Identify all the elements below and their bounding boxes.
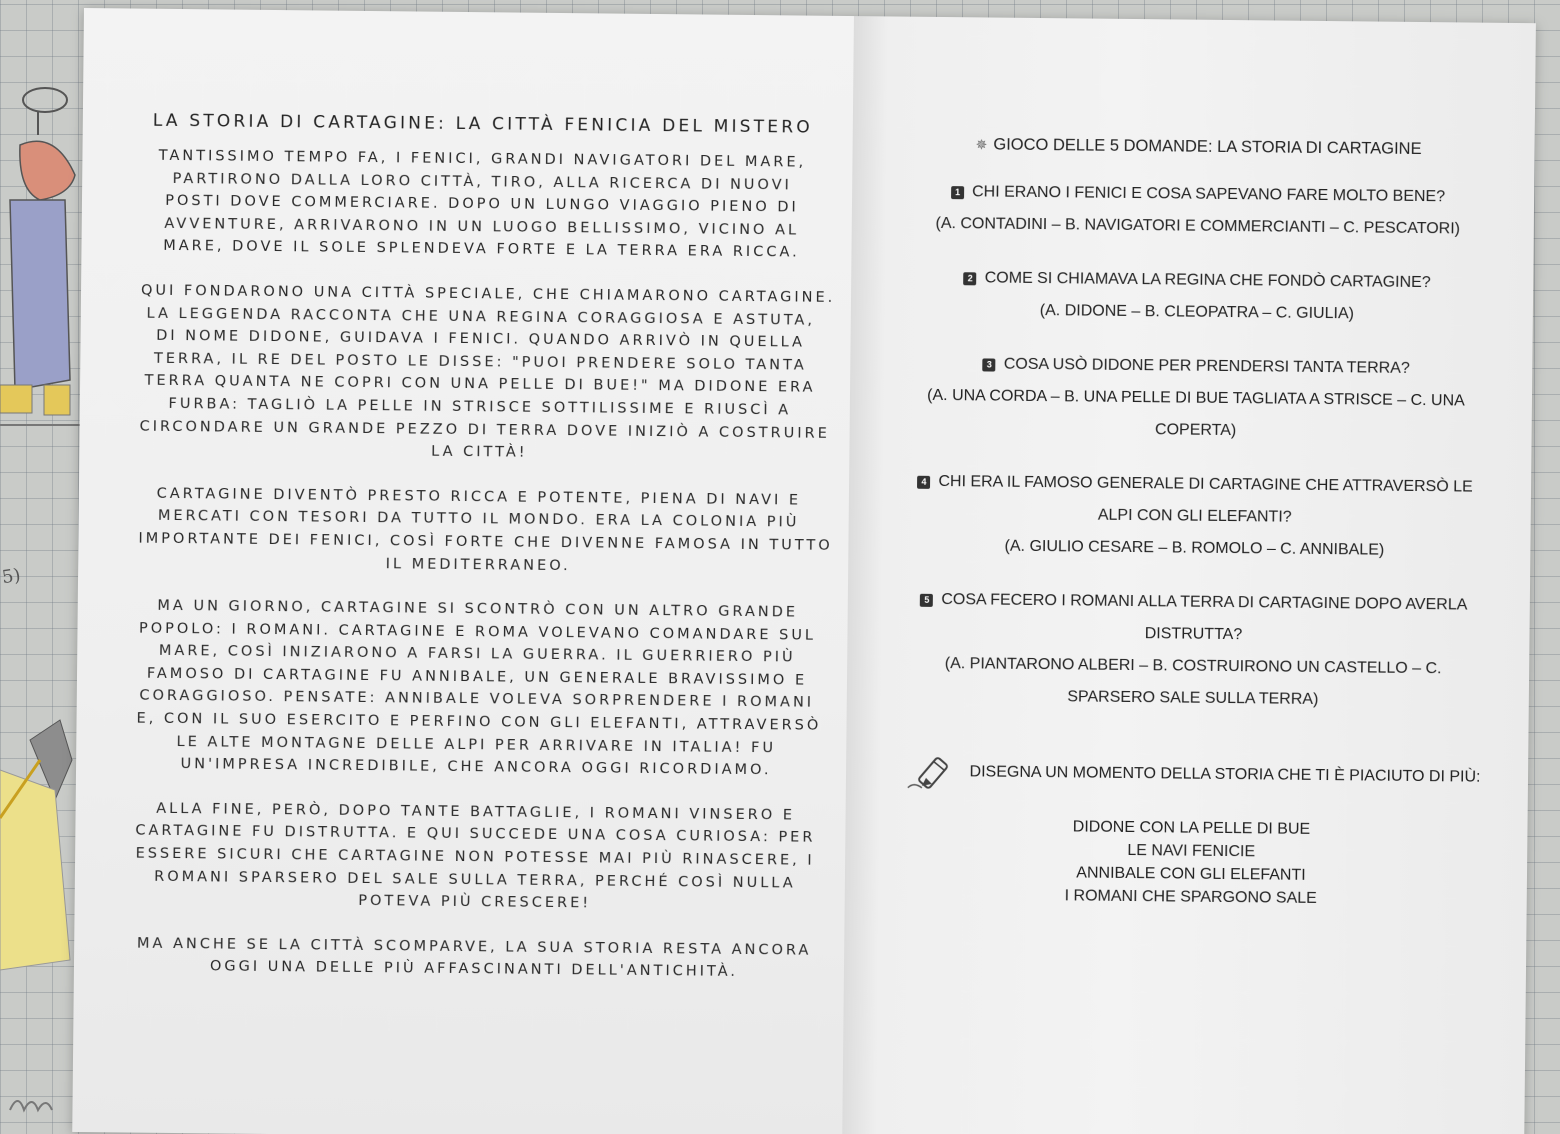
question-number-badge: 2 xyxy=(964,272,977,285)
story-line: IMPORTANTE DEI FENICI, COSÌ FORTE CHE DIVENNE FAMOSA IN TUTTO xyxy=(138,530,833,554)
story-line: MERCATI CON TESORI DA TUTTO IL MONDO. ERA LA COLONIA PIÙ xyxy=(157,508,800,531)
story-line: MA UN GIORNO, CARTAGINE SI SCONTRÒ CON UN ALTRO GRANDE xyxy=(157,597,799,621)
story-paragraph xyxy=(138,482,833,579)
story-line: MARE, DOVE IL SOLE SPLENDEVA FORTE E LA TERRA ERA RICCA. xyxy=(163,238,800,261)
story-line: CARTAGINE DIVENTÒ PRESTO RICCA E POTENTE, PIENA DI NAVI E xyxy=(156,485,802,509)
star-icon: ✵ xyxy=(975,136,988,153)
answer-options: (A. PIANTARONO ALBERI – B. COSTRUIRONO UN CASTELLO – C. xyxy=(944,655,1442,678)
question-number-badge: 1 xyxy=(951,186,964,199)
story-paragraph xyxy=(139,280,836,468)
story-line: FURBA: TAGLIÒ LA PELLE IN STRISCE SOTTILISSIME E RIUSCÌ A xyxy=(168,395,792,419)
story-line: IL MEDITERRANEO. xyxy=(385,555,571,574)
story-body xyxy=(134,145,836,985)
story-line: POSTI DOVE COMMERCIARE. DOPO UN LUNGO VIAGGIO PIENO DI xyxy=(165,193,799,216)
story-line: LA LEGGENDA RACCONTA CHE UNA REGINA CORAGGIOSA E ASTUTA, xyxy=(146,305,816,329)
draw-task xyxy=(885,747,1499,911)
quiz-title: ✵ GIOCO DELLE 5 DOMANDE: LA STORIA DI CARTAGINE xyxy=(975,135,1422,159)
question-number-badge: 5 xyxy=(920,594,933,607)
quiz-question xyxy=(891,261,1504,331)
answer-options: SPARSERO SALE SULLA TERRA) xyxy=(1067,688,1319,708)
draw-option: I ROMANI CHE SPARGONO SALE xyxy=(1064,887,1317,907)
draw-prompt xyxy=(903,748,1480,802)
quiz-questions xyxy=(887,175,1505,717)
story-line: PARTIRONO DALLA LORO CITTÀ, TIRO, ALLA RICERCA DI NUOVI xyxy=(172,170,792,194)
margin-note: 5) xyxy=(0,564,22,589)
draw-option: DIDONE CON LA PELLE DI BUE xyxy=(1072,818,1311,838)
draw-option: ANNIBALE CON GLI ELEFANTI xyxy=(1076,864,1306,884)
answer-options: COPERTA) xyxy=(1154,421,1237,440)
story-line: POPOLO: I ROMANI. CARTAGINE E ROMA VOLEVANO COMANDARE SUL xyxy=(138,620,817,644)
story-line: ESSERE SICURI CHE CARTAGINE NON POTESSE MAI PIÙ RINASCERE, I xyxy=(135,845,815,869)
quiz-question xyxy=(887,583,1500,717)
story-line: AVVENTURE, ARRIVARONO IN UN LUOGO BELLISSIMO, VICINO AL xyxy=(164,215,800,239)
story-page xyxy=(72,8,854,1134)
story-line: TERRA, IL RE DEL POSTO LE DISSE: "PUOI PRENDERE SOLO TANTA xyxy=(153,350,807,374)
story-line: MA ANCHE SE LA CITTÀ SCOMPARVE, LA SUA STORIA RESTA ANCORA xyxy=(136,935,812,959)
story-line: TERRA QUANTA NE COPRI CON UNA PELLE DI BUE!" MA DIDONE ERA xyxy=(144,372,816,397)
pencil-icon xyxy=(903,748,963,797)
story-line: OGGI UNA DELLE PIÙ AFFASCINANTI DELL'ANTICHITÀ. xyxy=(209,958,739,981)
story-paragraph xyxy=(141,145,822,265)
story-line: E, CON IL SUO ESERCITO E PERFINO CON GLI ELEFANTI, ATTRAVERSÒ xyxy=(136,710,822,734)
answer-options: (A. UNA CORDA – B. UNA PELLE DI BUE TAGLIATA A STRISCE – C. UNA xyxy=(927,386,1465,410)
story-line: ROMANI SPARSERO DEL SALE SULLA TERRA, PERCHÉ COSÌ NULLA xyxy=(154,868,796,892)
story-line: POTEVA PIÙ CRESCERE! xyxy=(358,893,592,912)
answer-options: (A. DIDONE – B. CLEOPATRA – C. GIULIA) xyxy=(1039,302,1355,323)
question-text: 4 CHI ERA IL FAMOSO GENERALE DI CARTAGINE CHE ATTRAVERSÒ LE xyxy=(889,465,1501,503)
question-number-badge: 3 xyxy=(983,358,996,371)
answer-options: (A. GIULIO CESARE – B. ROMOLO – C. ANNIBALE) xyxy=(1004,537,1385,559)
story-line: LE ALTE MONTAGNE DELLE ALPI PER ARRIVARE IN ITALIA! FU xyxy=(176,733,777,756)
booklet xyxy=(72,8,1536,1134)
question-text: 1 CHI ERANO I FENICI E COSA SAPEVANO FARE MOLTO BENE? xyxy=(892,175,1504,213)
story-paragraph xyxy=(135,797,816,917)
story-line: QUI FONDARONO UNA CITTÀ SPECIALE, CHE CHIAMARONO CARTAGINE. xyxy=(140,282,836,306)
story-line: LA CITTÀ! xyxy=(431,443,528,461)
story-line: CORAGGIOSO. PENSATE: ANNIBALE VOLEVA SORPRENDERE I ROMANI xyxy=(139,688,815,712)
question-number-badge: 4 xyxy=(917,476,930,489)
quiz-question xyxy=(888,465,1501,567)
draw-prompt-text: DISEGNA UN MOMENTO DELLA STORIA CHE TI È PIACIUTO DI PIÙ: xyxy=(969,763,1481,786)
story-paragraph xyxy=(134,932,814,984)
story-title: LA STORIA DI CARTAGINE: LA CITTÀ FENICIA DEL MISTERO xyxy=(152,110,813,138)
story-line: DI NOME DIDONE, GUIDAVA I FENICI. QUANDO ARRIVÒ IN QUELLA xyxy=(156,327,806,351)
question-text: DISTRUTTA? xyxy=(1144,625,1243,644)
story-line: CARTAGINE FU DISTRUTTA. E QUI SUCCEDE UNA COSA CURIOSA: PER xyxy=(135,823,816,847)
question-text: 5 COSA FECERO I ROMANI ALLA TERRA DI CARTAGINE DOPO AVERLA xyxy=(888,583,1500,621)
quiz-question xyxy=(889,347,1502,449)
draw-option: LE NAVI FENICIE xyxy=(1127,841,1256,861)
story-line: CIRCONDARE UN GRANDE PEZZO DI TERRA DOVE INIZIÒ A COSTRUIRE xyxy=(139,418,830,442)
answer-options: (A. CONTADINI – B. NAVIGATORI E COMMERCIANTI – C. PESCATORI) xyxy=(935,214,1461,238)
question-text: ALPI CON GLI ELEFANTI? xyxy=(1097,506,1292,526)
story-line: TANTISSIMO TEMPO FA, I FENICI, GRANDI NAVIGATORI DEL MARE, xyxy=(158,147,807,171)
question-text: 2 COME SI CHIAMAVA LA REGINA CHE FONDÒ CARTAGINE? xyxy=(891,261,1503,299)
question-text: 3 COSA USÒ DIDONE PER PRENDERSI TANTA TERRA? xyxy=(890,347,1502,385)
story-paragraph xyxy=(136,595,822,783)
quiz-page xyxy=(842,16,1536,1134)
story-line: ALLA FINE, PERÒ, DOPO TANTE BATTAGLIE, I ROMANI VINSERO E xyxy=(156,800,796,824)
draw-options xyxy=(885,813,1498,911)
story-line: UN'IMPRESA INCREDIBILE, CHE ANCORA OGGI RICORDIAMO. xyxy=(180,756,772,779)
story-line: FAMOSO DI CARTAGINE FU ANNIBALE, UN GENERALE BRAVISSIMO E xyxy=(146,665,808,689)
quiz-question xyxy=(892,175,1505,245)
story-line: MARE, COSÌ INIZIARONO A FARSI LA GUERRA. IL GUERRIERO PIÙ xyxy=(158,643,796,666)
